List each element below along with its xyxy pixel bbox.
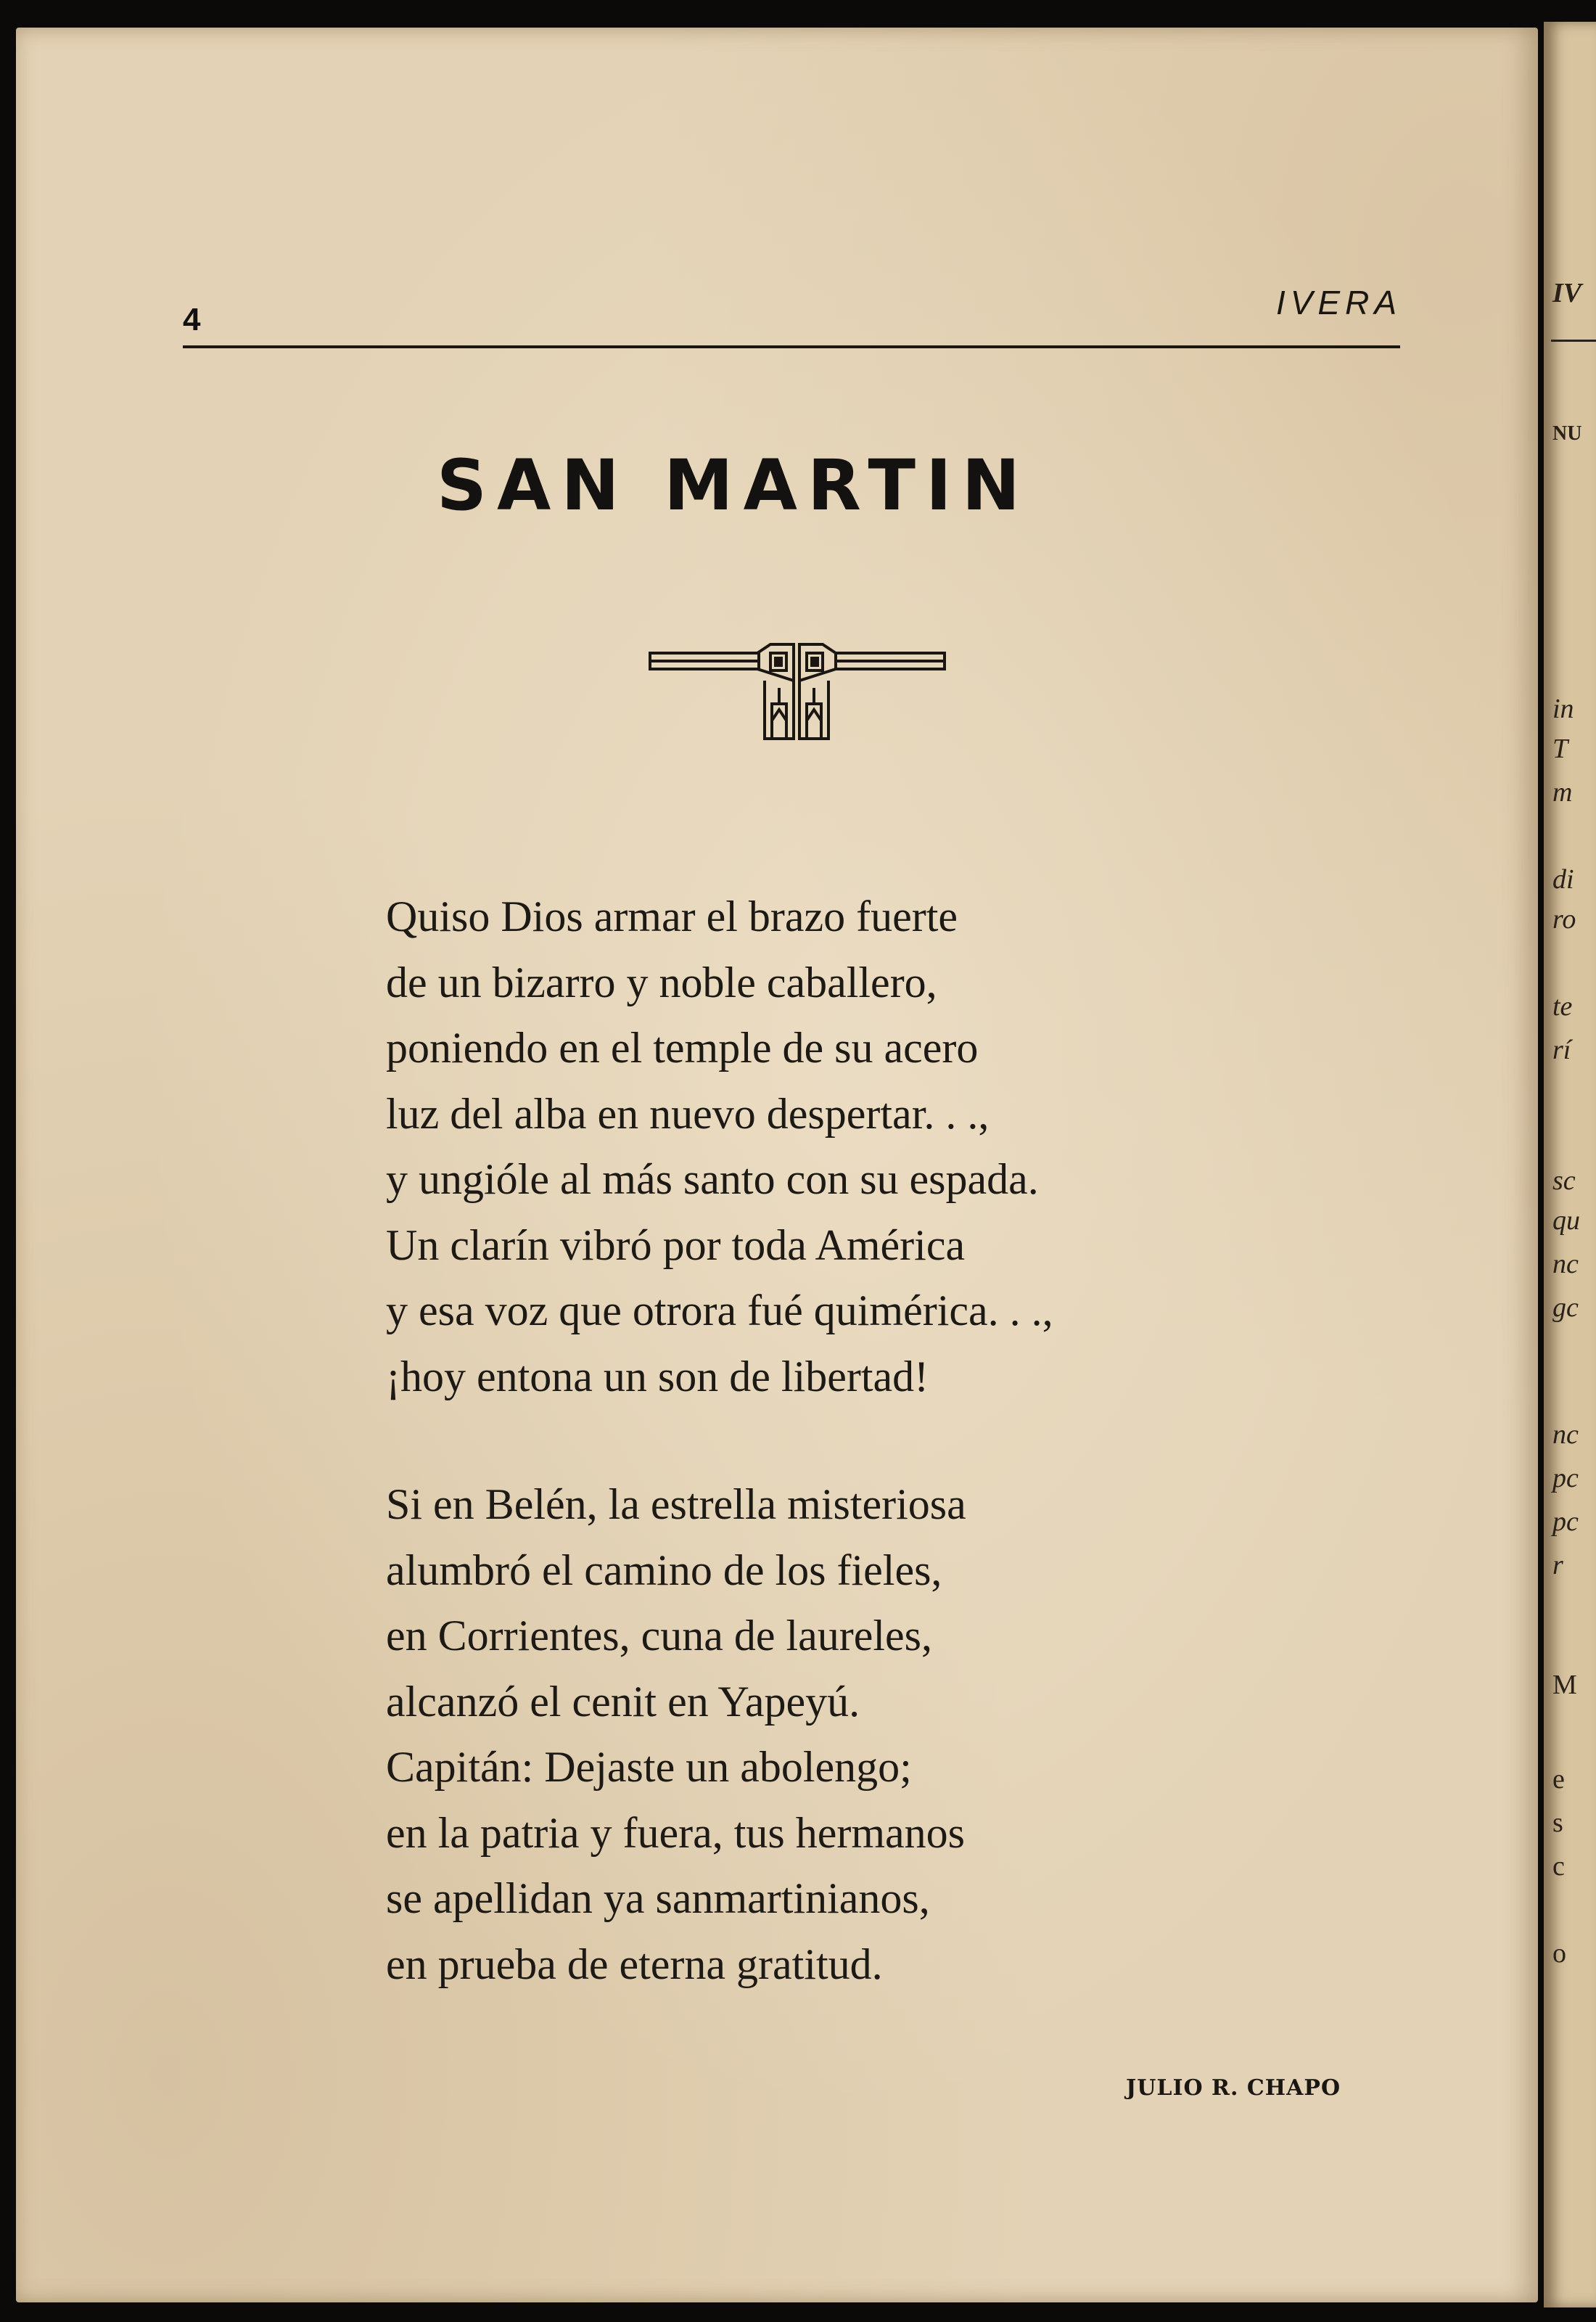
edge-fragment: in — [1552, 694, 1574, 724]
verse-line: poniendo en el temple de su acero — [386, 1024, 979, 1072]
verse-line: luz del alba en nuevo despertar. . ., — [386, 1089, 990, 1138]
edge-fragment: pc — [1552, 1463, 1579, 1493]
verse-line: ¡hoy entona un son de libertad! — [386, 1352, 929, 1400]
verse-line: en la patria y fuera, tus hermanos — [386, 1808, 966, 1857]
verse-line: y esa voz que otrora fué quimérica. . ., — [386, 1287, 1053, 1334]
author-signature: JULIO R. CHAPO — [1126, 2075, 1341, 2101]
edge-fragment: qu — [1552, 1205, 1580, 1236]
stanza-1 — [386, 884, 1256, 1409]
verse-line: alumbró el camino de los fieles, — [386, 1546, 942, 1594]
edge-fragment: T — [1552, 734, 1568, 764]
verse-line: en Corrientes, cuna de laureles, — [386, 1612, 933, 1660]
verse-line: Capitán: Dejaste un abolengo; — [386, 1743, 912, 1791]
verse-line: Quiso Dios armar el brazo fuerte — [386, 893, 958, 940]
verse-line: Un clarín vibró por toda América — [386, 1221, 966, 1269]
edge-fragment: te — [1552, 991, 1573, 1022]
stanza-2 — [386, 1472, 1256, 1997]
edge-fragment: o — [1552, 1938, 1566, 1969]
edge-fragment: rí — [1552, 1035, 1571, 1065]
edge-fragment: pc — [1552, 1506, 1579, 1537]
edge-fragment: nc — [1552, 1249, 1579, 1279]
edge-fragment: c — [1552, 1851, 1565, 1882]
edge-fragment: di — [1552, 864, 1574, 895]
art-deco-ornament-icon — [649, 637, 946, 746]
page-number: 4 — [183, 302, 201, 337]
edge-fragment: sc — [1552, 1165, 1576, 1196]
edge-fragment: IV — [1552, 278, 1582, 308]
edge-fragment: e — [1552, 1764, 1565, 1794]
edge-fragment: nc — [1552, 1419, 1579, 1450]
edge-fragment: ro — [1552, 904, 1576, 935]
book-page — [16, 28, 1538, 2302]
verse-line: Si en Belén, la estrella misteriosa — [386, 1480, 966, 1528]
verse-line: en prueba de eterna gratitud. — [386, 1940, 883, 1988]
header-rule — [183, 345, 1400, 348]
verse-line: de un bizarro y noble caballero, — [386, 958, 937, 1006]
running-head: IVERA — [1275, 284, 1402, 321]
poem-body — [386, 884, 1256, 1997]
edge-fragment: gc — [1552, 1292, 1579, 1323]
edge-fragment: m — [1552, 777, 1573, 808]
edge-fragment: NU — [1552, 422, 1582, 445]
edge-rule — [1551, 340, 1596, 342]
edge-fragment: M — [1552, 1670, 1577, 1700]
adjacent-page-edge — [1544, 22, 1596, 2307]
verse-line: y ungióle al más santo con su espada. — [386, 1155, 1039, 1203]
verse-line: se apellidan ya sanmartinianos, — [386, 1874, 930, 1922]
edge-fragment: s — [1552, 1808, 1563, 1838]
edge-fragment: r — [1552, 1550, 1563, 1580]
poem-title: SAN MARTIN — [436, 445, 1031, 526]
verse-line: alcanzó el cenit en Yapeyú. — [386, 1677, 860, 1726]
